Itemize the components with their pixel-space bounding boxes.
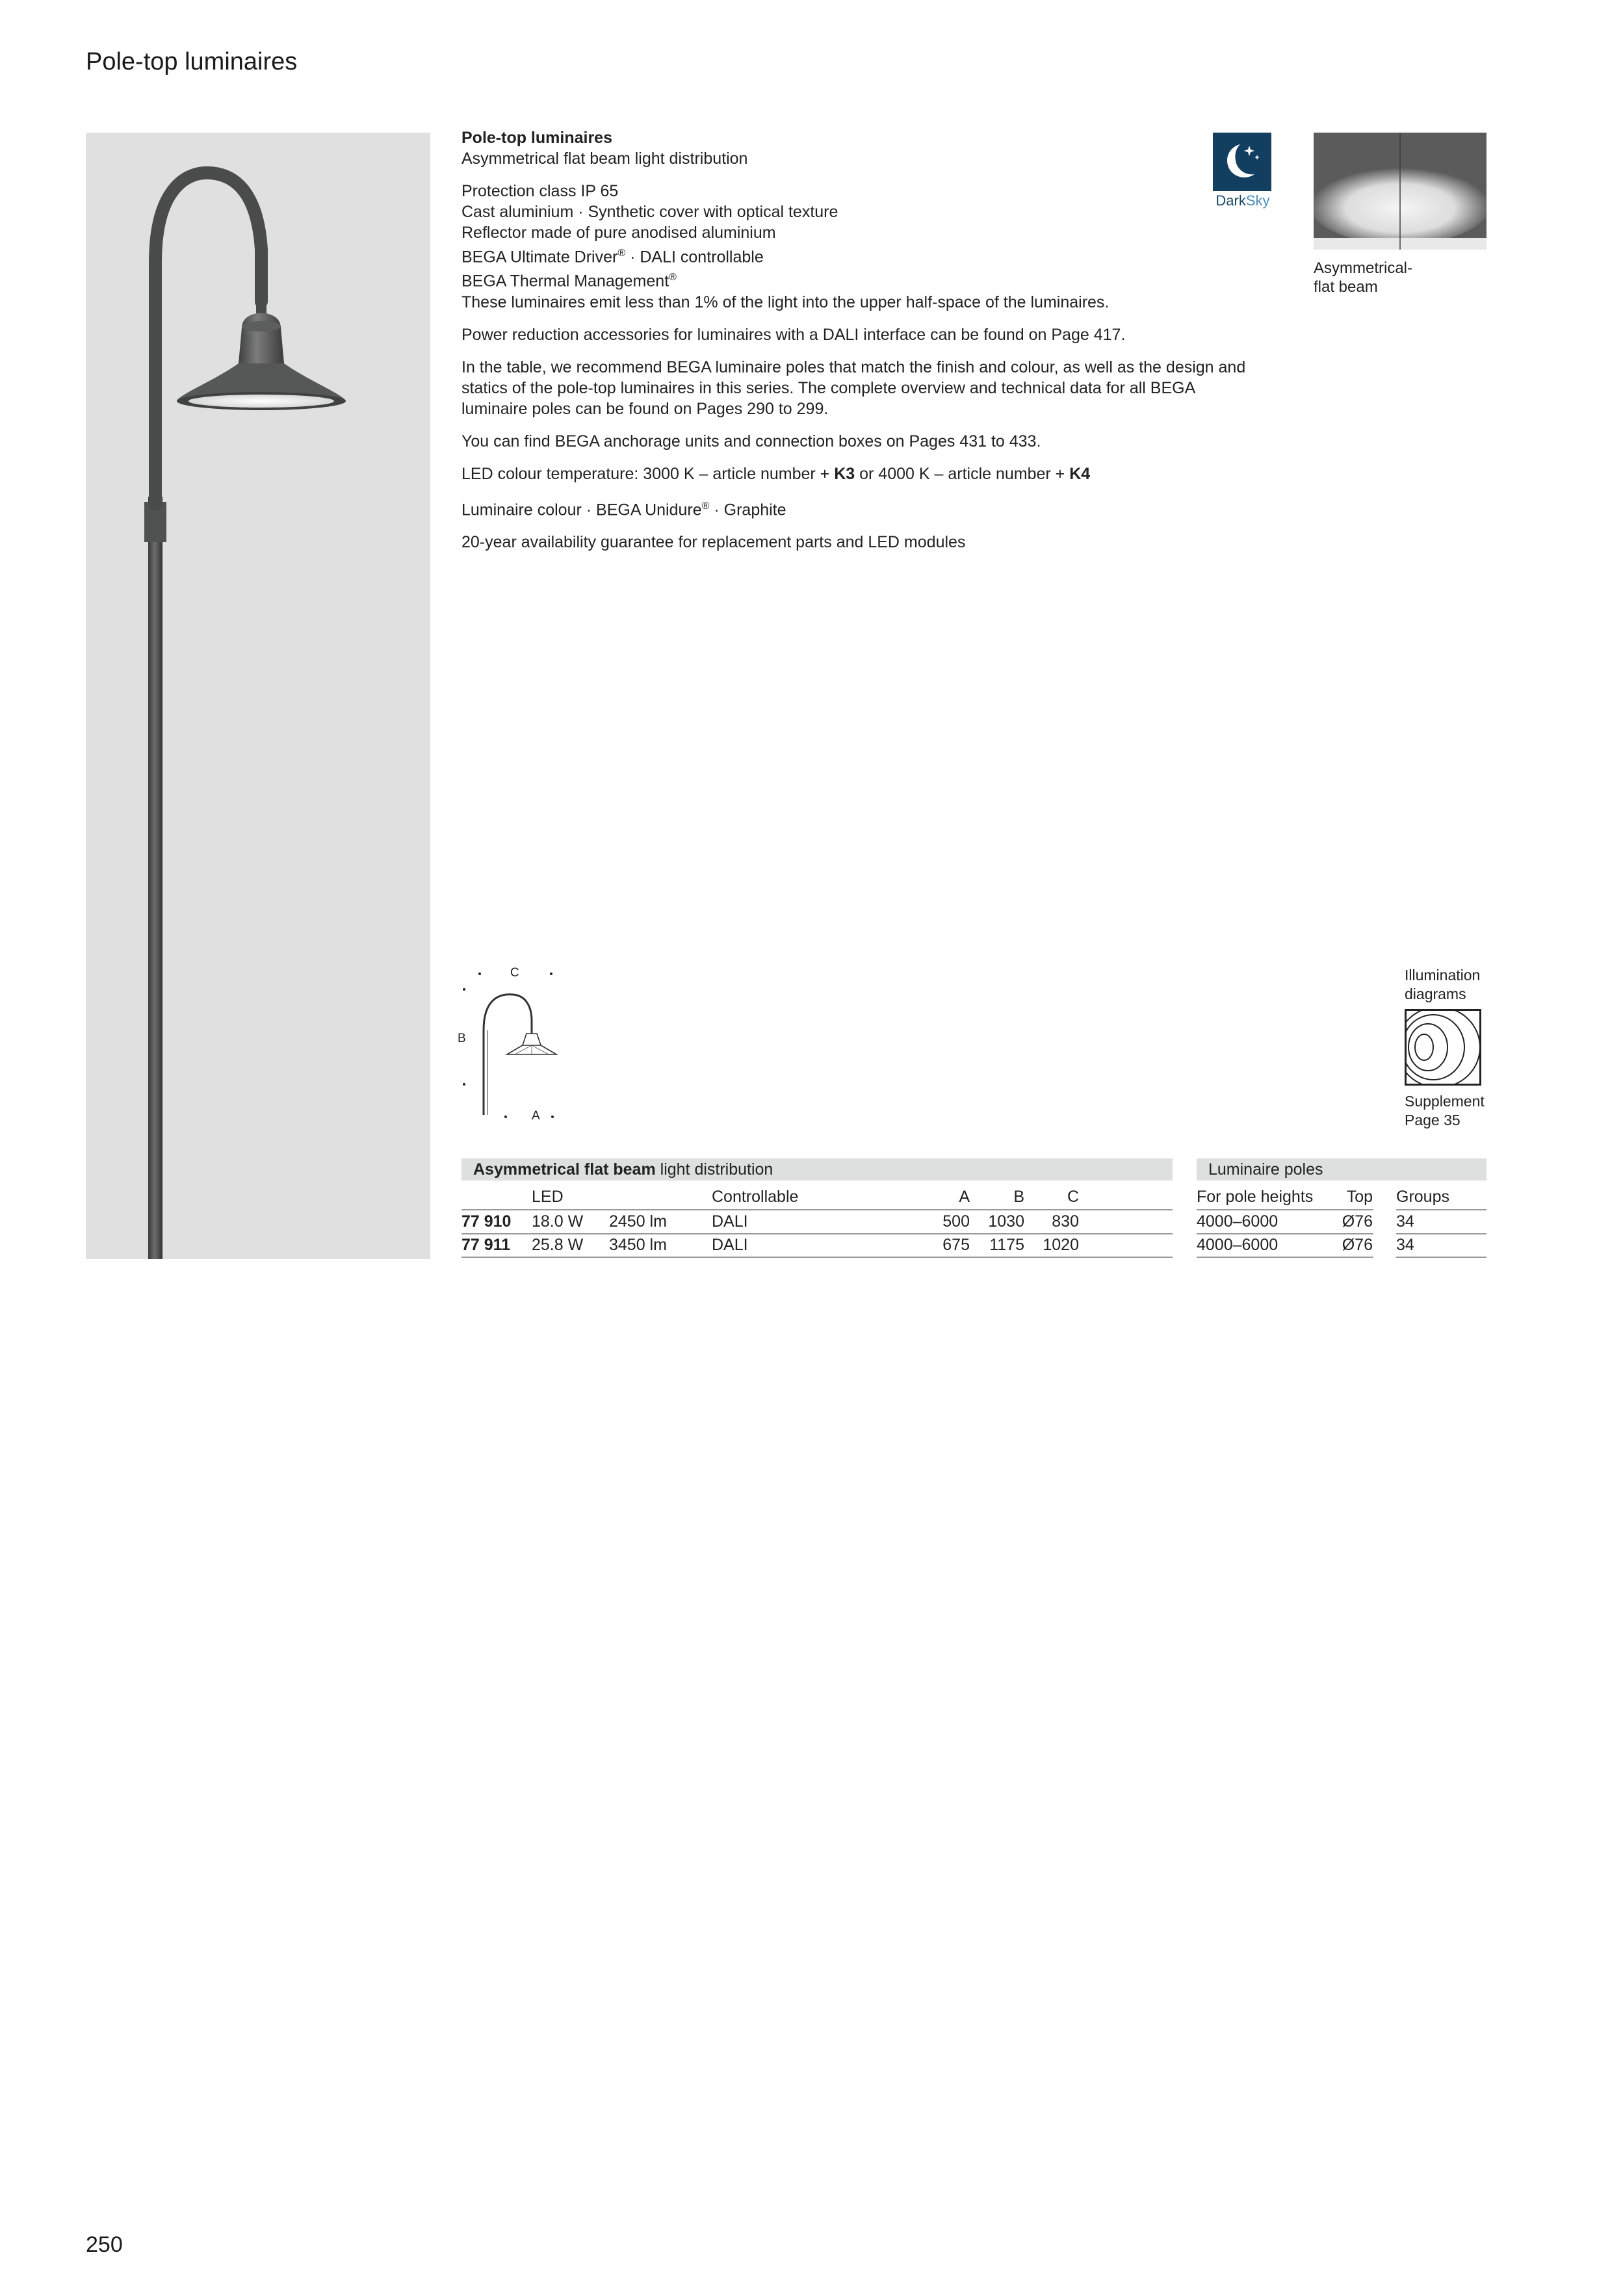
page-number: 250 [86, 2232, 123, 2257]
dimension-drawing [455, 962, 598, 1123]
pole-groups: 34 [1396, 1236, 1414, 1254]
feature-protection: Protection class IP 65 [461, 182, 619, 200]
beam-pattern [1314, 133, 1487, 250]
emission-note: These luminaires emit less than 1% of the light into the upper half-space of the luminaires. [461, 293, 1110, 311]
feature-reflector: Reflector made of pure anodised aluminium [461, 224, 776, 242]
dim-b: 1030 [988, 1212, 1024, 1231]
led-lumen: 2450 lm [609, 1212, 667, 1231]
page-title: Pole-top luminaires [86, 48, 298, 75]
illumination-diagram-icon [1405, 1009, 1481, 1086]
col-controllable: Controllable [712, 1188, 799, 1206]
illumination-supplement: Supplement Page 35 [1405, 1093, 1485, 1128]
led-power: 18.0 W [532, 1212, 584, 1231]
led-lumen: 3450 lm [609, 1236, 667, 1254]
col-pole-heights: For pole heights [1197, 1188, 1314, 1206]
pole-top: Ø76 [1342, 1212, 1373, 1231]
illumination-diagrams-label: Illumination diagrams [1405, 967, 1481, 1002]
col-c: C [1067, 1188, 1079, 1206]
moon-stars-icon [1213, 133, 1271, 191]
anchorage-note: You can find BEGA anchorage units and connection boxes on Pages 431 to 433. [461, 432, 1041, 450]
feature-material: Cast aluminium · Synthetic cover with optical texture [461, 203, 838, 221]
darksky-badge [1213, 133, 1271, 191]
product-subheading: Asymmetrical flat beam light distribution [461, 150, 748, 168]
power-reduction-note: Power reduction accessories for luminaires with a DALI interface can be found on Page 417. [461, 325, 1126, 344]
col-led: LED [532, 1188, 564, 1206]
pole-top: Ø76 [1342, 1236, 1373, 1254]
luminaire-colour: Luminaire colour · BEGA Unidure® · Graphite [461, 500, 786, 519]
dim-b: 1175 [989, 1236, 1024, 1254]
product-description [461, 127, 1254, 564]
dim-c: 1020 [1043, 1236, 1079, 1254]
feature-driver: BEGA Ultimate Driver® · DALI controllable [461, 248, 764, 267]
pole-groups: 34 [1396, 1212, 1414, 1231]
beam-distribution-image [1314, 133, 1487, 250]
pole-luminaire-illustration [86, 133, 430, 1259]
col-top: Top [1346, 1188, 1373, 1206]
guarantee-note: 20-year availability guarantee for replacement parts and LED modules [461, 532, 966, 551]
dimension-c-label: C [510, 966, 519, 980]
dimension-sketch [455, 962, 598, 1118]
led-power: 25.8 W [532, 1236, 584, 1254]
dimension-a-label: A [532, 1109, 540, 1123]
poles-table-header: Luminaire poles [1197, 1158, 1487, 1181]
dimension-b-label: B [458, 1032, 466, 1045]
control-type: DALI [712, 1236, 748, 1254]
article-number: 77 910 [461, 1212, 512, 1231]
product-heading: Pole-top luminaires [461, 129, 612, 147]
dim-a: 675 [942, 1236, 970, 1254]
beam-caption: Asymmetrical- flat beam [1314, 259, 1413, 296]
col-groups: Groups [1396, 1188, 1449, 1206]
pole-heights: 4000–6000 [1197, 1236, 1279, 1254]
darksky-label: DarkSky [1215, 192, 1270, 209]
colour-temperature: LED colour temperature: 3000 K – article number + K3 or 4000 K – article number + K4 [461, 464, 1091, 483]
feature-thermal: BEGA Thermal Management® [461, 272, 677, 291]
pole-heights: 4000–6000 [1197, 1212, 1279, 1231]
control-type: DALI [712, 1212, 748, 1231]
dim-c: 830 [1052, 1212, 1079, 1231]
dim-a: 500 [942, 1212, 970, 1231]
poles-recommendation: In the table, we recommend BEGA luminaire poles that match the finish and colour, as well as the design and statics of the pole-top luminaires in this series. The complete overview and technical data for all BEGA luminaire poles can be found on Pages 290 to 299. [461, 358, 1246, 418]
col-b: B [1013, 1188, 1024, 1206]
product-photo [86, 133, 430, 1259]
col-a: A [959, 1188, 970, 1206]
article-number: 77 911 [461, 1236, 511, 1254]
distribution-table-header: Asymmetrical flat beam light distribution [461, 1158, 1173, 1181]
